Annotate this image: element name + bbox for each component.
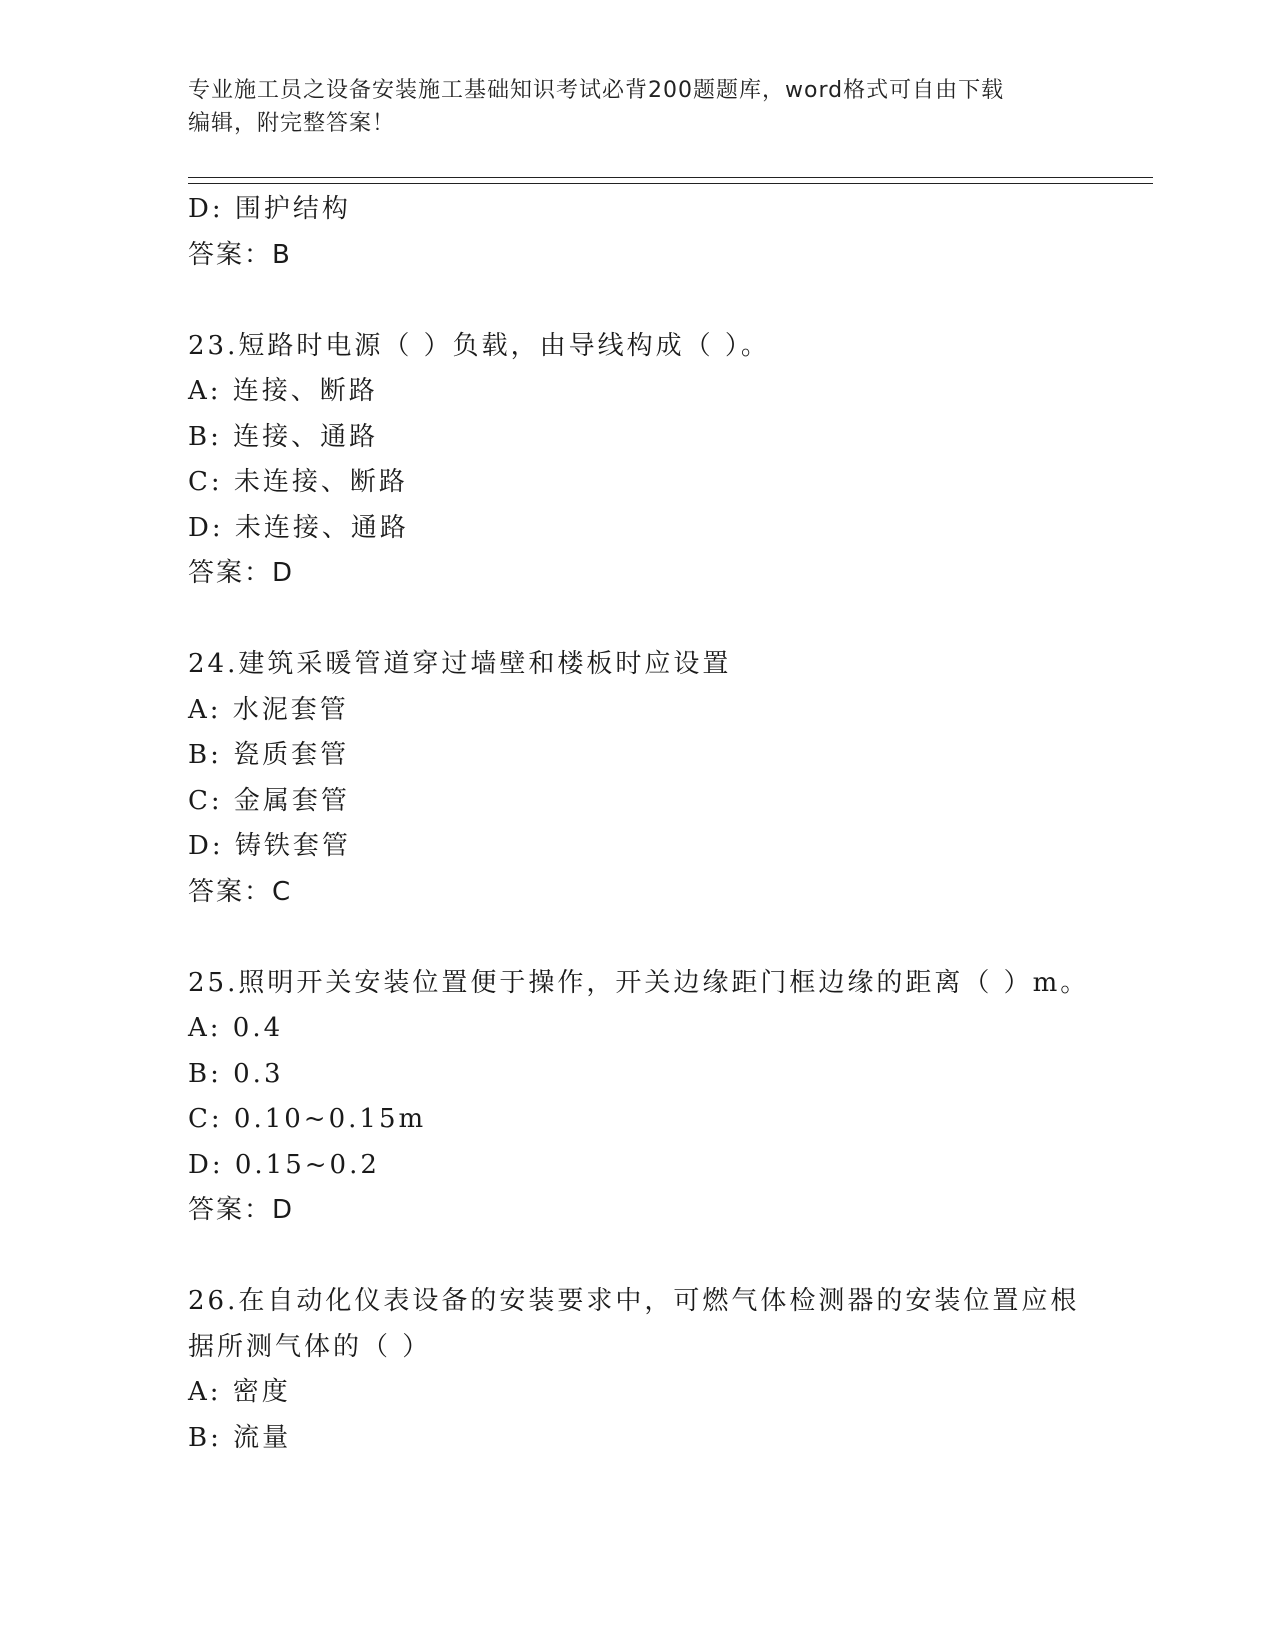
option-a: A: 水泥套管 (188, 694, 349, 725)
option-c: C: 金属套管 (188, 785, 350, 816)
header-title-line-2: 编辑，附完整答案！ (188, 111, 396, 136)
question-26 (188, 1279, 1148, 1461)
option-b: B: 0.3 (188, 1058, 284, 1089)
question-list (188, 187, 1148, 1461)
option-b: B: 瓷质套管 (188, 740, 350, 770)
option-d: D: 0.15~0.2 (188, 1149, 380, 1180)
question-text: 25.照明开关安装位置便于操作，开关边缘距门框边缘的距离（ ）m。 (188, 967, 1090, 998)
option-a: A: 0.4 (188, 1013, 284, 1043)
option-d: D: 铸铁套管 (188, 831, 351, 861)
option-d: D: 未连接、通路 (188, 512, 409, 543)
option-b: B: 流量 (188, 1422, 292, 1453)
question-text: 24.建筑采暖管道穿过墙壁和楼板时应设置 (188, 649, 732, 679)
spacer (188, 597, 1148, 643)
option-d: D: 围护结构 (188, 194, 351, 224)
option-b: B: 连接、通路 (188, 421, 379, 452)
header-divider-bottom (188, 183, 1153, 184)
answer-line: 答案：C (188, 876, 293, 907)
question-23 (188, 324, 1148, 597)
spacer (188, 278, 1148, 324)
answer-line: 答案：B (188, 239, 292, 270)
question-text-line-1: 26.在自动化仪表设备的安装要求中，可燃气体检测器的安装位置应根 (188, 1286, 1080, 1316)
document-header (188, 74, 1068, 140)
spacer (188, 1234, 1148, 1280)
option-c: C: 0.10~0.15m (188, 1104, 427, 1134)
question-24 (188, 642, 1148, 915)
question-text: 23.短路时电源（ ）负载，由导线构成（ ）。 (188, 330, 770, 361)
question-text-line-2: 据所测气体的（ ） (188, 1331, 432, 1362)
answer-line: 答案：D (188, 1195, 295, 1225)
header-title-line-1: 专业施工员之设备安装施工基础知识考试必背200题题库，word格式可自由下载 (188, 78, 1005, 103)
option-a: A: 连接、断路 (188, 376, 378, 406)
spacer (188, 915, 1148, 961)
question-25 (188, 961, 1148, 1234)
header-divider-top (188, 177, 1153, 178)
option-a: A: 密度 (188, 1377, 291, 1407)
option-c: C: 未连接、断路 (188, 467, 408, 497)
answer-line: 答案：D (188, 558, 295, 588)
